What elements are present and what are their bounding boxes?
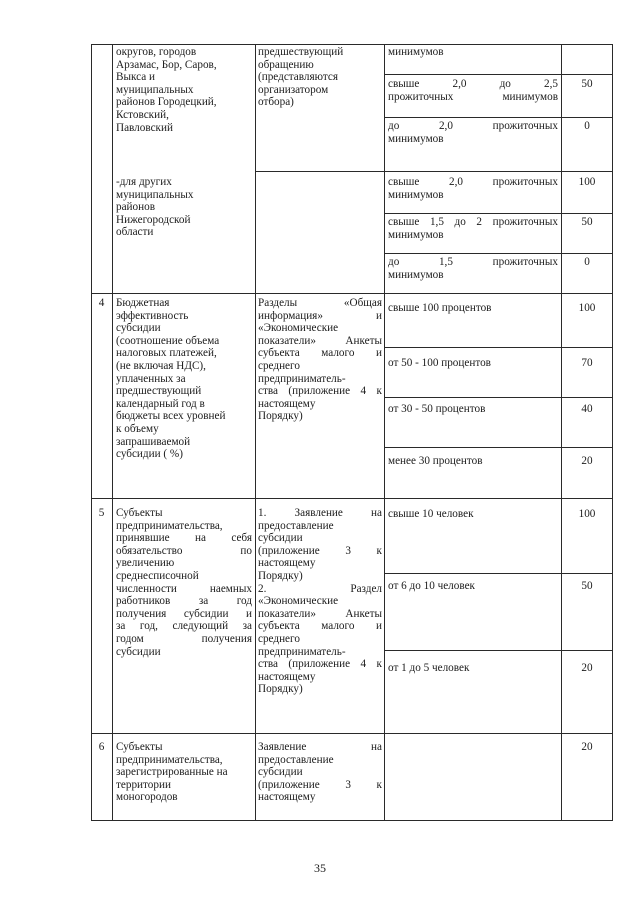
score-value: 50 xyxy=(581,78,593,90)
score-value: 0 xyxy=(584,256,590,268)
score-value: 20 xyxy=(581,741,593,753)
score-value: 40 xyxy=(581,403,593,415)
score-value: 0 xyxy=(584,120,590,132)
documents-text: 1. Заявление на предоставление субсидии (приложение 3 к настоящему Порядку) 2. Раздел «Экономические показатели» Анкеты субъекта малого и среднего предприниматель- ства (приложение 4 к настоящему Порядку) xyxy=(258,507,382,696)
score-value: 100 xyxy=(578,176,596,188)
score-value: 50 xyxy=(581,216,593,228)
table-vertical-rule xyxy=(561,44,562,820)
table-horizontal-rule xyxy=(384,447,613,448)
score-value: 70 xyxy=(581,357,593,369)
table-horizontal-rule xyxy=(91,293,613,294)
table-horizontal-rule xyxy=(384,74,613,75)
level-text: свыше 10 человек xyxy=(388,508,474,520)
score-value: 100 xyxy=(578,302,596,314)
table-vertical-rule xyxy=(91,44,92,820)
level-text: от 30 - 50 процентов xyxy=(388,403,486,415)
table-horizontal-rule xyxy=(91,733,613,734)
row-number: 4 xyxy=(98,297,105,309)
score-value xyxy=(563,46,611,60)
criterion-text: округов, городов Арзамас, Бор, Саров, Выкса и муниципальных районов Городецкий, Кстовский, Павловский xyxy=(116,46,217,134)
table-horizontal-rule xyxy=(255,171,613,172)
table-horizontal-rule xyxy=(384,213,613,214)
page-number: 35 xyxy=(314,861,326,875)
table-vertical-rule xyxy=(255,44,256,820)
score-value: 20 xyxy=(581,455,593,467)
level-text: минимумов xyxy=(388,46,444,58)
table-horizontal-rule xyxy=(384,573,613,574)
score-value: 100 xyxy=(578,508,596,520)
level-text: свыше 2,0 прожиточных минимумов xyxy=(388,176,558,201)
level-text: от 1 до 5 человек xyxy=(388,662,470,674)
table-vertical-rule xyxy=(612,44,613,820)
level-text: от 6 до 10 человек xyxy=(388,580,475,592)
table-horizontal-rule xyxy=(91,820,613,821)
criterion-text: -для других муниципальных районов Нижегородской области xyxy=(116,176,194,239)
table-horizontal-rule xyxy=(91,498,613,499)
level-text: до 1,5 прожиточных минимумов xyxy=(388,256,558,281)
row-number: 5 xyxy=(98,507,105,519)
criterion-text: Бюджетная эффективность субсидии (соотношение объема налоговых платежей, (не включая НДС), уплаченных за предшествующий календарный год в бюджеты всех уровней к объему запрашиваемой субсидии ( %) xyxy=(116,297,226,461)
table-horizontal-rule xyxy=(384,347,613,348)
table-horizontal-rule xyxy=(384,117,613,118)
level-text: от 50 - 100 процентов xyxy=(388,357,491,369)
criterion-text: Субъекты предпринимательства, зарегистрированные на территории моногородов xyxy=(116,741,228,804)
table-horizontal-rule xyxy=(384,397,613,398)
level-text: свыше 100 процентов xyxy=(388,302,492,314)
level-text: менее 30 процентов xyxy=(388,455,483,467)
score-value: 20 xyxy=(581,662,593,674)
row-number: 6 xyxy=(98,741,105,753)
table-vertical-rule xyxy=(112,44,113,820)
criterion-text: Субъекты предпринимательства, принявшие на себя обязательство по увеличению среднесписочной численности наемных работников за год получения субсидии и за год, следующий за годом получения субсидии xyxy=(116,507,252,658)
table-horizontal-rule xyxy=(384,650,613,651)
table-vertical-rule xyxy=(384,44,385,820)
table-horizontal-rule xyxy=(91,44,613,45)
score-value: 50 xyxy=(581,580,593,592)
documents-text: Заявление на предоставление субсидии (приложение 3 к настоящему xyxy=(258,741,382,804)
documents-text: Разделы «Общая информация» и «Экономические показатели» Анкеты субъекта малого и среднего предприниматель- ства (приложение 4 к настоящему Порядку) xyxy=(258,297,382,423)
level-text: свыше 1,5 до 2 прожиточных минимумов xyxy=(388,216,558,241)
table-horizontal-rule xyxy=(384,253,613,254)
level-text: до 2,0 прожиточных минимумов xyxy=(388,120,558,145)
documents-text: предшествующий обращению (представляются организатором отбора) xyxy=(258,46,344,109)
level-text: свыше 2,0 до 2,5 прожиточных минимумов xyxy=(388,78,558,103)
